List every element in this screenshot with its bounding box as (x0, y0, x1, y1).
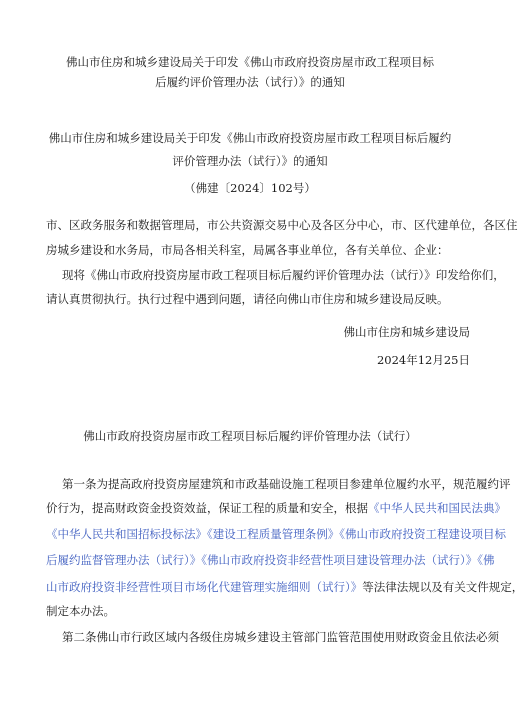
issuer: 佛山市住房和城乡建设局 (343, 325, 470, 339)
doc-title-line-2: 后履约评价管理办法（试行）》的通知 (155, 75, 345, 89)
article1-line-5-text: 等法律法规以及有关文件规定， (362, 580, 523, 594)
law-references-link-1[interactable]: 《中华人民共和国招标投标法》《建设工程质量管理条例》《佛山市政府投资工程建设项目标 (46, 527, 506, 541)
civil-code-link[interactable]: 《中华人民共和国民法典》 (368, 501, 506, 515)
article1-line-6: 制定本办法。 (46, 604, 115, 618)
article2-line-1: 第二条佛山市行政区域内各级住房城乡建设主管部门监管范围使用财政资金且依法必须 (62, 630, 499, 644)
article1-line-2 (46, 501, 506, 515)
recipients-line-2: 房城乡建设和水务局，市局各相关科室，局属各事业单位，各有关单位、企业： (46, 243, 449, 257)
doc-title-line-1: 佛山市住房和城乡建设局关于印发《佛山市政府投资房屋市政工程项目标 (66, 55, 434, 69)
measures-title: 佛山市政府投资房屋市政工程项目标后履约评价管理办法（试行） (83, 429, 417, 443)
notice-title-line-2: 评价管理办法（试行）》的通知 (172, 154, 328, 168)
article1-line-5 (46, 580, 523, 594)
law-references-link-2[interactable]: 后履约监督管理办法（试行）》《佛山市政府投资非经营性项目建设管理办法（试行）》《佛 (46, 553, 495, 567)
law-references-link-3[interactable]: 山市政府投资非经营性项目市场化代建管理实施细则（试行）》 (46, 580, 363, 594)
recipients-line-1: 市、区政务服务和数据管理局，市公共资源交易中心及各区分中心，市、区代建单位，各区住 (46, 218, 518, 232)
article1-line-1: 第一条为提高政府投资房屋建筑和市政基础设施工程项目参建单位履约水平，规范履约评 (62, 477, 511, 491)
issue-date: 2024年12月25日 (376, 353, 470, 367)
notice-title-line-1: 佛山市住房和城乡建设局关于印发《佛山市政府投资房屋市政工程项目标后履约 (48, 131, 452, 145)
article1-line-2-text: 价行为，提高财政资金投资效益，保证工程的质量和安全，根据 (46, 501, 368, 515)
notice-body-line-2: 请认真贯彻执行。执行过程中遇到问题，请径向佛山市住房和城乡建设局反映。 (46, 292, 449, 306)
notice-body-line-1: 现将《佛山市政府投资房屋市政工程项目标后履约评价管理办法（试行）》印发给你们， (62, 268, 505, 282)
doc-number: （佛建〔2024〕102号） (184, 181, 316, 195)
